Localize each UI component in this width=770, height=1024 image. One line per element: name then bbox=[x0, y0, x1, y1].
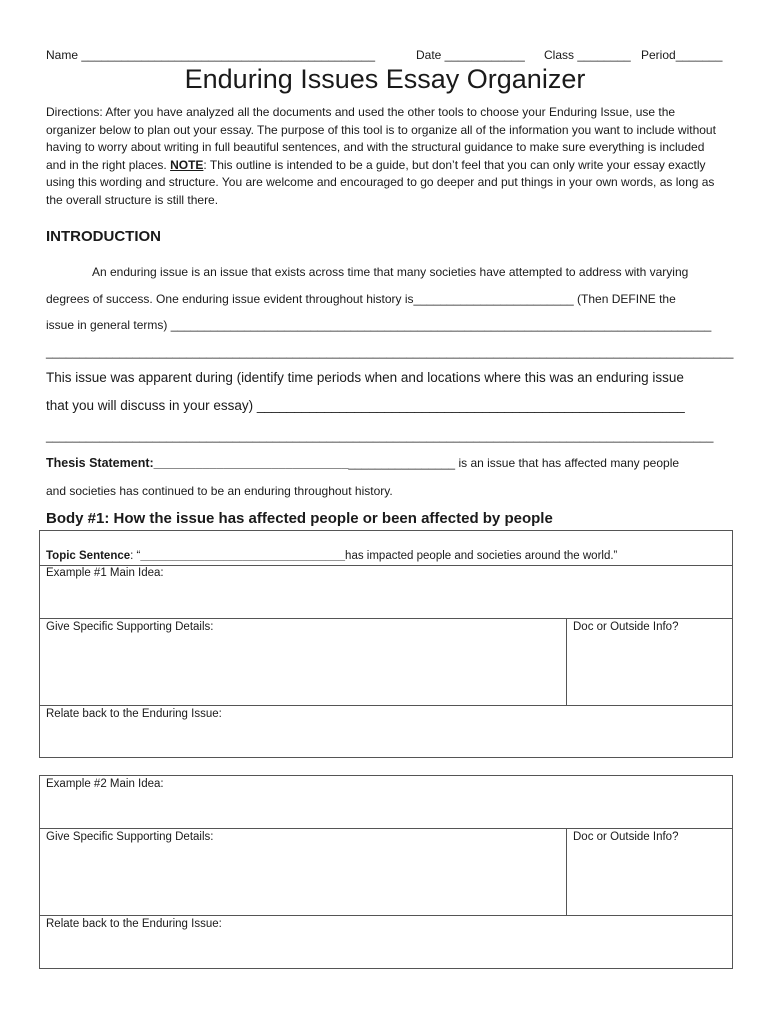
body1-heading: Body #1: How the issue has affected people or been affected by people bbox=[46, 510, 553, 527]
topic-sentence-label: Topic Sentence bbox=[46, 550, 131, 562]
example2-relate-label: Relate back to the Enduring Issue: bbox=[46, 918, 222, 930]
page-title: Enduring Issues Essay Organizer bbox=[184, 64, 586, 94]
table1-divider-2 bbox=[39, 618, 733, 619]
example2-doc-label: Doc or Outside Info? bbox=[573, 831, 679, 843]
thesis-line[interactable] bbox=[46, 456, 679, 470]
thesis-blank[interactable]: ____________________________ bbox=[153, 456, 349, 470]
topic-sentence-rest: has impacted people and societies around the world.” bbox=[345, 550, 618, 562]
table2-divider-2 bbox=[39, 915, 733, 916]
intro-line-6[interactable]: that you will discuss in your essay) _________________________________________________________ bbox=[46, 398, 685, 413]
introduction-heading: INTRODUCTION bbox=[46, 228, 161, 245]
intro-line-1: An enduring issue is an issue that exists across time that many societies have attempted to address with varying bbox=[92, 265, 689, 279]
example1-doc-label: Doc or Outside Info? bbox=[573, 621, 679, 633]
directions-paragraph bbox=[46, 104, 726, 210]
intro-line-3[interactable]: issue in general terms) _________________________________________________________________________________ bbox=[46, 318, 712, 332]
table2-divider-1 bbox=[39, 828, 733, 829]
example1-main-idea-label: Example #1 Main Idea: bbox=[46, 567, 164, 579]
topic-sentence-open-quote: : “ bbox=[130, 550, 141, 562]
name-field[interactable]: Name ____________________________________________ bbox=[46, 48, 375, 62]
class-field[interactable]: Class ________ bbox=[544, 48, 631, 62]
topic-sentence-blank[interactable]: ________________________________ bbox=[140, 550, 346, 562]
intro-line-4[interactable]: _______________________________________________________________________________________________________ bbox=[46, 345, 734, 359]
intro-line-5: This issue was apparent during (identify time periods when and locations where this was an enduring issue bbox=[46, 370, 684, 385]
directions-text-end: : This outline is intended to be a guide, but don’t feel that you can only write your essay exactly using this wording and structure. You are welcome and encouraged to go deeper and put things in your own words, as long as the overall structure is still there. bbox=[46, 157, 715, 207]
thesis-rest: ________________ is an issue that has affected many people bbox=[348, 456, 680, 470]
table1-divider-3 bbox=[39, 705, 733, 706]
example1-details-label: Give Specific Supporting Details: bbox=[46, 621, 214, 633]
example2-details-label: Give Specific Supporting Details: bbox=[46, 831, 214, 843]
body1-example2-table bbox=[39, 775, 733, 969]
note-label: NOTE bbox=[170, 157, 204, 172]
table1-divider-1 bbox=[39, 565, 733, 566]
example1-relate-label: Relate back to the Enduring Issue: bbox=[46, 708, 222, 720]
table2-column-divider bbox=[566, 828, 567, 915]
topic-sentence-field[interactable] bbox=[46, 550, 617, 562]
thesis-label: Thesis Statement: bbox=[46, 456, 154, 470]
intro-line-2[interactable]: degrees of success. One enduring issue evident throughout history is________________________ (Then DEFINE the bbox=[46, 292, 676, 306]
intro-line-9: and societies has continued to be an enduring throughout history. bbox=[46, 484, 393, 498]
table1-column-divider bbox=[566, 618, 567, 705]
intro-line-7[interactable]: ____________________________________________________________________________________________________ bbox=[46, 429, 714, 443]
date-field[interactable]: Date ____________ bbox=[416, 48, 525, 62]
directions-text-start: Directions: After you have analyzed all the documents and used the other tools to choose your Enduring Issue, use the organizer below to plan out your essay. The purpose of this tool is to organize all of the information you want to include without having to worry about writing in full beautiful sentences, and with the structural guidance to make sure everything is included and in the right places. bbox=[46, 105, 716, 172]
example2-main-idea-label: Example #2 Main Idea: bbox=[46, 778, 164, 790]
period-field[interactable]: Period_______ bbox=[641, 48, 723, 62]
